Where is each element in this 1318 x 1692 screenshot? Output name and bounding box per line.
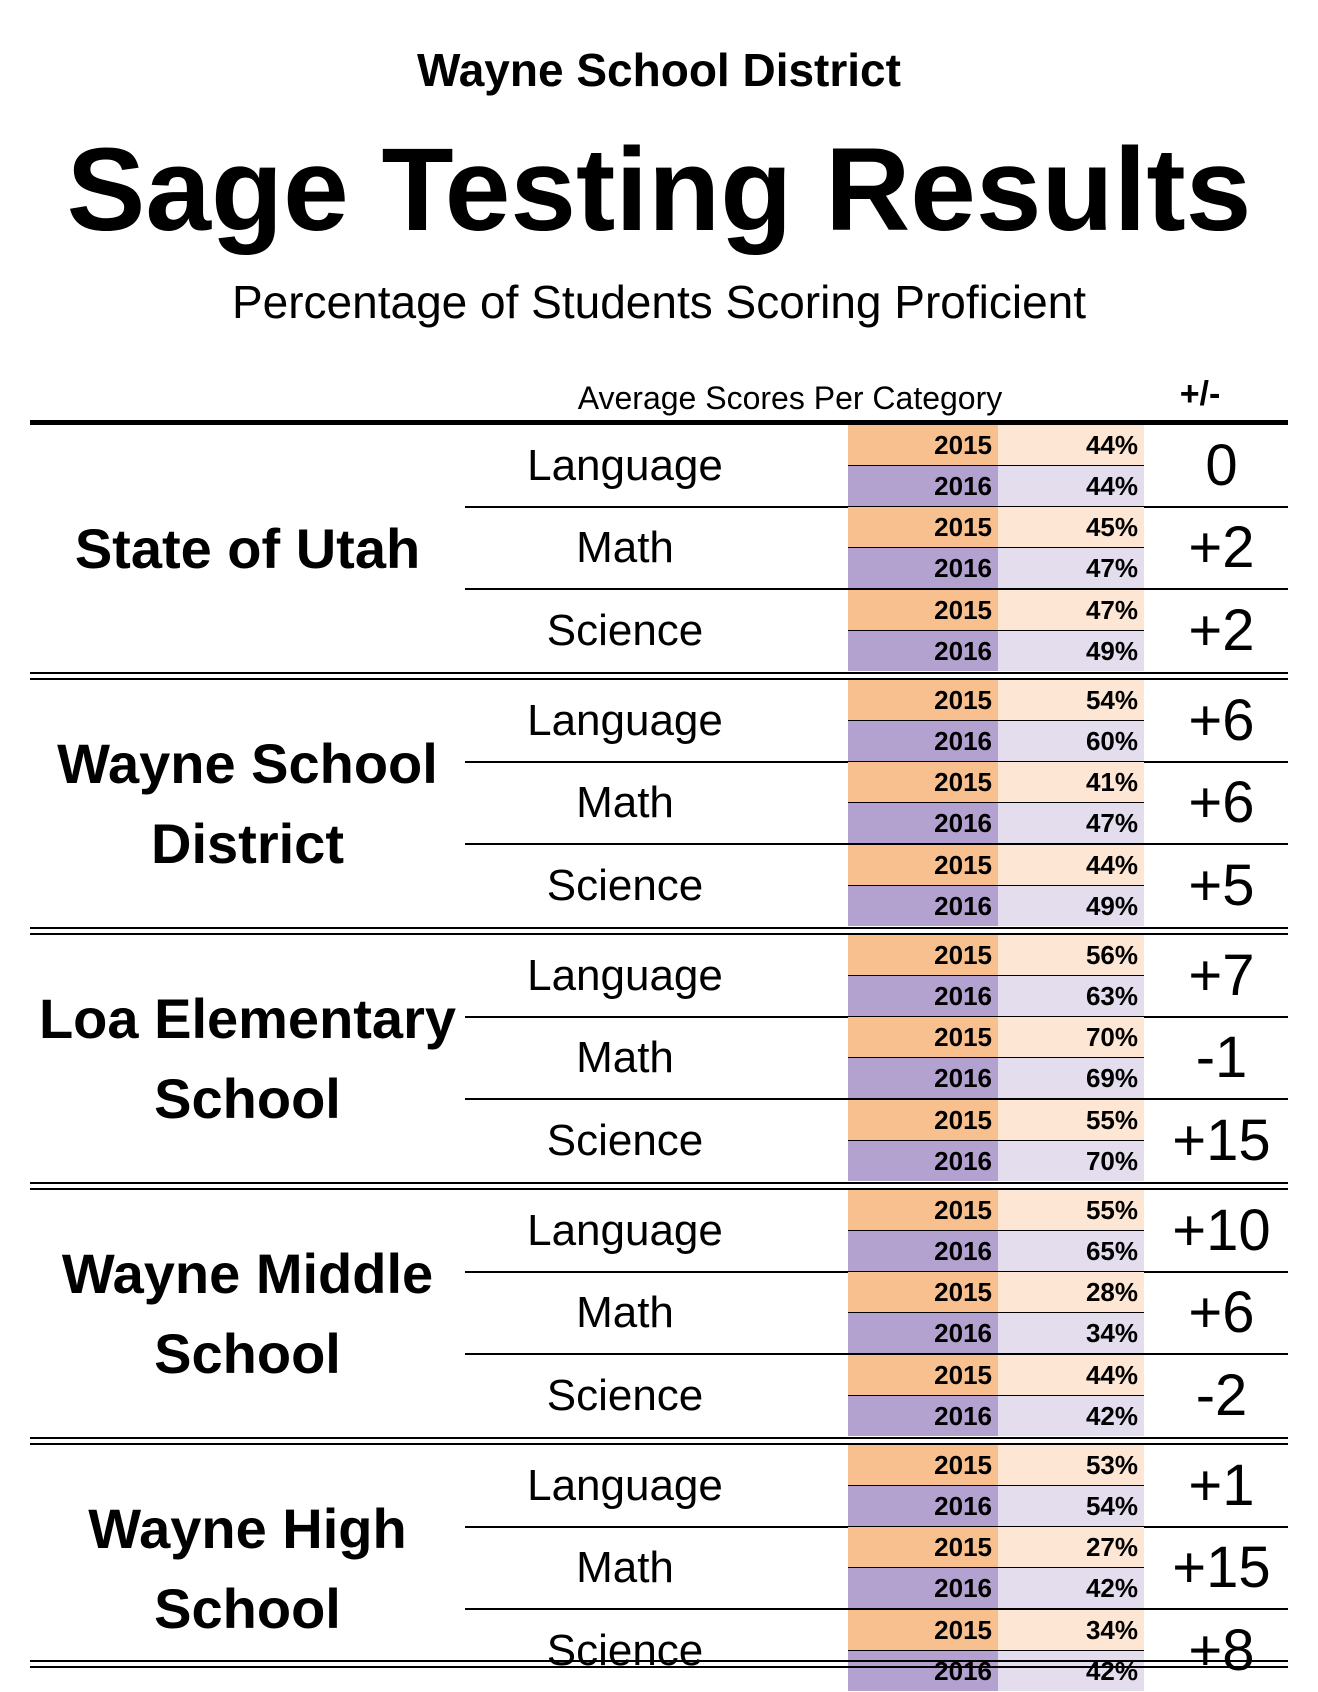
district-heading: Wayne School District [417, 44, 901, 96]
score-year: 2015 [848, 1272, 998, 1312]
score-change: +15 [1172, 1108, 1271, 1173]
score-line-y2015 [848, 507, 1144, 548]
score-year: 2016 [848, 1058, 998, 1098]
score-percent: 47% [998, 548, 1144, 588]
score-change: +6 [1188, 770, 1255, 835]
subject-row [465, 1190, 1288, 1273]
score-line-y2016 [848, 1141, 1144, 1181]
entity-name-line: Wayne School [57, 731, 438, 795]
score-percent: 42% [998, 1651, 1144, 1691]
score-block [848, 1610, 1144, 1691]
entity-name-line: Wayne Middle [61, 1241, 434, 1305]
subject-rows [465, 680, 1288, 927]
score-change: +15 [1172, 1535, 1271, 1600]
subject-row [465, 1445, 1288, 1528]
scores-column-header: Average Scores Per Category [577, 380, 1003, 416]
entity-name-line: School [154, 1066, 341, 1130]
entity-block [30, 425, 1288, 672]
subject-label: Language [527, 1460, 723, 1510]
entity-name-line: School [154, 1576, 341, 1640]
subject-row [465, 1527, 1288, 1610]
score-block [848, 1445, 1144, 1526]
entity-name-line: Loa Elementary [38, 986, 457, 1050]
subject-label: Language [527, 695, 723, 745]
entity-separator [30, 1437, 1288, 1445]
score-percent: 54% [998, 680, 1144, 720]
score-change: +2 [1188, 598, 1255, 663]
score-year: 2015 [848, 1100, 998, 1140]
entity-separator [30, 927, 1288, 935]
subject-row [465, 1017, 1288, 1100]
score-percent: 60% [998, 721, 1144, 761]
score-percent: 44% [998, 1355, 1144, 1395]
score-year: 2016 [848, 721, 998, 761]
score-change: +2 [1188, 515, 1255, 580]
subject-label: Science [546, 605, 704, 655]
score-year: 2015 [848, 762, 998, 802]
score-line-y2015 [848, 590, 1144, 631]
entity-block [30, 1190, 1288, 1437]
score-year: 2015 [848, 1610, 998, 1650]
entity-name-line: Wayne High [88, 1496, 407, 1560]
entity-name [30, 1445, 465, 1692]
score-year: 2015 [848, 590, 998, 630]
score-percent: 56% [998, 935, 1144, 975]
score-year: 2015 [848, 507, 998, 547]
entity-separator [30, 672, 1288, 680]
subject-rows [465, 935, 1288, 1182]
score-line-y2015 [848, 680, 1144, 721]
score-percent: 49% [998, 631, 1144, 671]
subject-label: Language [527, 1205, 723, 1255]
results-table [30, 425, 1288, 1692]
entity-block [30, 935, 1288, 1182]
score-line-y2016 [848, 976, 1144, 1016]
score-percent: 41% [998, 762, 1144, 802]
score-line-y2015 [848, 1190, 1144, 1231]
score-line-y2015 [848, 1355, 1144, 1396]
score-line-y2016 [848, 1486, 1144, 1526]
subject-row [465, 1355, 1288, 1436]
score-year: 2015 [848, 1527, 998, 1567]
score-percent: 47% [998, 590, 1144, 630]
score-change: -1 [1195, 1025, 1248, 1090]
score-year: 2016 [848, 1396, 998, 1436]
subject-label: Math [576, 1287, 674, 1337]
score-year: 2016 [848, 976, 998, 1016]
score-block [848, 1355, 1144, 1436]
score-block [848, 762, 1144, 843]
score-year: 2015 [848, 680, 998, 720]
score-percent: 63% [998, 976, 1144, 1016]
score-block [848, 680, 1144, 761]
score-line-y2016 [848, 1568, 1144, 1608]
subject-rows [465, 1445, 1288, 1692]
entity-block [30, 680, 1288, 927]
score-change: +10 [1172, 1198, 1271, 1263]
score-line-y2015 [848, 1445, 1144, 1486]
subject-row [465, 762, 1288, 845]
score-block [848, 1100, 1144, 1181]
subject-row [465, 935, 1288, 1018]
entity-name [30, 680, 465, 927]
score-percent: 42% [998, 1396, 1144, 1436]
entity-name-line: District [151, 811, 344, 875]
score-block [848, 590, 1144, 671]
score-year: 2016 [848, 886, 998, 926]
score-year: 2016 [848, 1651, 998, 1691]
subject-row [465, 507, 1288, 590]
score-change: 0 [1205, 433, 1238, 498]
subject-row [465, 1100, 1288, 1181]
score-year: 2015 [848, 1355, 998, 1395]
score-percent: 27% [998, 1527, 1144, 1567]
score-line-y2016 [848, 1058, 1144, 1098]
score-line-y2015 [848, 1527, 1144, 1568]
score-block [848, 1190, 1144, 1271]
score-change: +1 [1188, 1453, 1255, 1518]
subject-row [465, 1272, 1288, 1355]
subject-label: Math [576, 1032, 674, 1082]
score-year: 2015 [848, 425, 998, 465]
score-line-y2016 [848, 466, 1144, 506]
score-line-y2016 [848, 1231, 1144, 1271]
score-percent: 44% [998, 845, 1144, 885]
subject-label: Science [546, 1370, 704, 1420]
score-year: 2016 [848, 1231, 998, 1271]
score-change: +6 [1188, 688, 1255, 753]
entity-name [30, 425, 465, 672]
score-line-y2016 [848, 1651, 1144, 1691]
score-year: 2015 [848, 935, 998, 975]
score-percent: 34% [998, 1313, 1144, 1353]
score-year: 2016 [848, 466, 998, 506]
score-percent: 34% [998, 1610, 1144, 1650]
score-line-y2015 [848, 425, 1144, 466]
score-line-y2016 [848, 631, 1144, 671]
score-year: 2015 [848, 1445, 998, 1485]
score-year: 2015 [848, 1017, 998, 1057]
page-title: Sage Testing Results [66, 124, 1252, 256]
subject-label: Math [576, 777, 674, 827]
subject-row [465, 425, 1288, 508]
score-year: 2016 [848, 1141, 998, 1181]
score-line-y2015 [848, 1272, 1144, 1313]
score-line-y2016 [848, 803, 1144, 843]
score-year: 2016 [848, 1568, 998, 1608]
score-block [848, 1272, 1144, 1353]
score-line-y2015 [848, 845, 1144, 886]
score-line-y2016 [848, 1396, 1144, 1436]
table-bottom-rule [30, 1660, 1288, 1668]
subject-row [465, 1610, 1288, 1691]
subject-label: Language [527, 950, 723, 1000]
subject-rows [465, 425, 1288, 672]
subject-row [465, 680, 1288, 763]
score-year: 2016 [848, 803, 998, 843]
score-percent: 55% [998, 1100, 1144, 1140]
score-year: 2016 [848, 631, 998, 671]
score-change: +8 [1188, 1618, 1255, 1683]
subject-label: Science [546, 1115, 704, 1165]
entity-name-line: State of Utah [74, 516, 421, 580]
subject-label: Language [527, 440, 723, 490]
entity-separator [30, 1182, 1288, 1190]
score-percent: 55% [998, 1190, 1144, 1230]
score-change: +5 [1188, 853, 1255, 918]
score-percent: 45% [998, 507, 1144, 547]
score-year: 2016 [848, 1313, 998, 1353]
subject-label: Math [576, 1542, 674, 1592]
subject-row [465, 590, 1288, 671]
score-block [848, 425, 1144, 506]
score-line-y2016 [848, 886, 1144, 926]
subject-label: Science [546, 860, 704, 910]
subject-row [465, 845, 1288, 926]
score-percent: 69% [998, 1058, 1144, 1098]
score-line-y2015 [848, 1100, 1144, 1141]
diff-column-header: +/- [1179, 375, 1221, 413]
score-percent: 47% [998, 803, 1144, 843]
score-year: 2016 [848, 548, 998, 588]
entity-name-line: School [154, 1321, 341, 1385]
score-year: 2015 [848, 1190, 998, 1230]
score-block [848, 1527, 1144, 1608]
score-percent: 54% [998, 1486, 1144, 1526]
score-line-y2016 [848, 721, 1144, 761]
score-percent: 65% [998, 1231, 1144, 1271]
score-percent: 70% [998, 1141, 1144, 1181]
score-change: -2 [1195, 1363, 1248, 1428]
page-subtitle: Percentage of Students Scoring Proficient [231, 276, 1087, 328]
score-percent: 44% [998, 425, 1144, 465]
subject-rows [465, 1190, 1288, 1437]
score-line-y2015 [848, 935, 1144, 976]
score-block [848, 845, 1144, 926]
score-line-y2015 [848, 1610, 1144, 1651]
subject-label: Science [546, 1625, 704, 1675]
score-block [848, 1017, 1144, 1098]
score-block [848, 507, 1144, 588]
score-percent: 42% [998, 1568, 1144, 1608]
entity-name [30, 935, 465, 1182]
score-percent: 44% [998, 466, 1144, 506]
score-change: +7 [1188, 943, 1255, 1008]
score-percent: 28% [998, 1272, 1144, 1312]
score-line-y2016 [848, 548, 1144, 588]
score-line-y2016 [848, 1313, 1144, 1353]
score-block [848, 935, 1144, 1016]
entity-name [30, 1190, 465, 1437]
score-line-y2015 [848, 1017, 1144, 1058]
entity-block [30, 1445, 1288, 1692]
score-year: 2016 [848, 1486, 998, 1526]
score-change: +6 [1188, 1280, 1255, 1345]
score-year: 2015 [848, 845, 998, 885]
score-percent: 49% [998, 886, 1144, 926]
score-line-y2015 [848, 762, 1144, 803]
score-percent: 70% [998, 1017, 1144, 1057]
subject-label: Math [576, 522, 674, 572]
score-percent: 53% [998, 1445, 1144, 1485]
